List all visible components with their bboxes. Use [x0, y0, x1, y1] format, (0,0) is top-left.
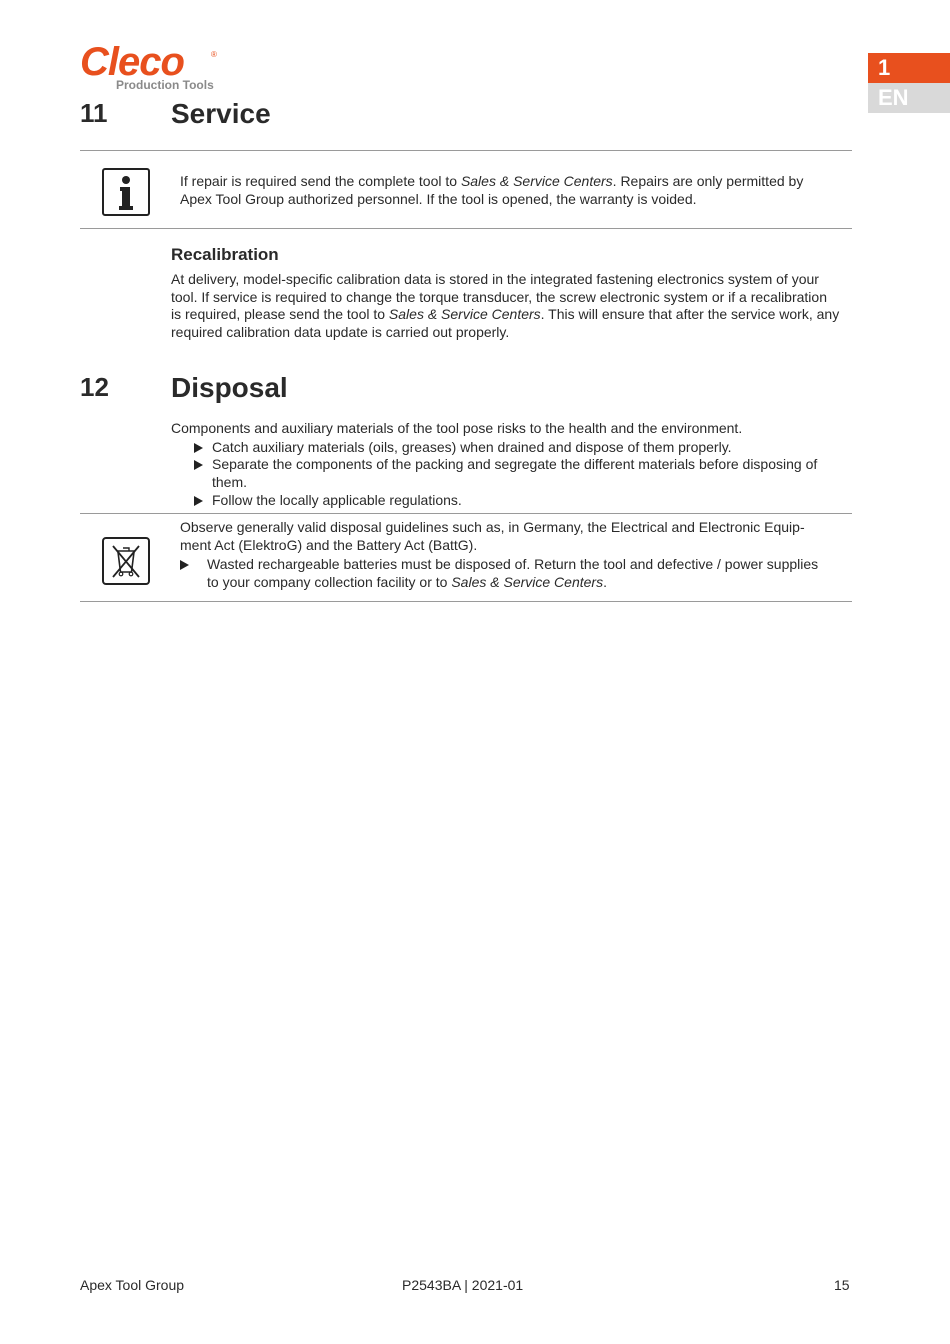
sales-service-centers-ref[interactable]: Sales & Service Centers	[460, 173, 613, 189]
section-12-title: Disposal	[171, 372, 288, 403]
footer-company: Apex Tool Group	[80, 1277, 185, 1293]
divider	[80, 228, 852, 229]
recalibration-paragraph: At delivery, model-specific calibration data is stored in the integrated fastening electronics system of your tool. If service is required to change the torque transducer, the screw electronic system or if a recalibration is required, please send the tool to Sales & Service Centers. This will ensure that after the service work, any required calibration data update is carried out properly.	[171, 271, 840, 340]
disposal-intro: Components and auxiliary materials of the tool pose risks to the health and the environment.	[171, 420, 743, 436]
sales-service-centers-ref[interactable]: Sales & Service Centers	[451, 573, 604, 590]
arrow-bullet-icon	[194, 443, 203, 453]
sales-service-centers-ref[interactable]: Sales & Service Centers	[388, 306, 541, 322]
logo-wordmark: Cleco	[80, 40, 184, 84]
arrow-bullet-icon	[180, 560, 189, 570]
section-11-number: 11	[80, 98, 108, 128]
page-number: 15	[834, 1277, 850, 1293]
logo-tagline: Production Tools	[116, 78, 214, 92]
arrow-bullet-icon	[194, 496, 203, 506]
language-tab	[868, 83, 950, 113]
section-11-title: Service	[171, 98, 271, 129]
arrow-bullet-icon	[194, 460, 203, 470]
crossed-bin-icon	[102, 537, 150, 590]
language-code: EN	[878, 85, 909, 110]
chapter-number: 1	[878, 55, 891, 80]
cleco-logo	[80, 42, 230, 92]
section-12-number: 12	[80, 372, 109, 402]
footer-document-id: P2543BA | 2021-01	[402, 1277, 524, 1293]
chapter-tab	[868, 53, 950, 83]
divider	[80, 601, 852, 602]
weee-notice-text: Observe generally valid disposal guidelines such as, in Germany, the Electrical and Electronic Equip- ment Act (ElektroG) and the Battery Act (BattG).	[180, 519, 805, 553]
recalibration-heading: Recalibration	[171, 245, 279, 264]
info-icon	[102, 168, 150, 221]
divider	[80, 513, 852, 514]
logo-registered-mark: ®	[211, 50, 217, 59]
divider	[80, 150, 852, 151]
info-notice-text: If repair is required send the complete tool to Sales & Service Centers. Repairs are only permitted by Apex Tool Group authorized personnel. If the tool is opened, the warranty is voided.	[180, 173, 804, 207]
